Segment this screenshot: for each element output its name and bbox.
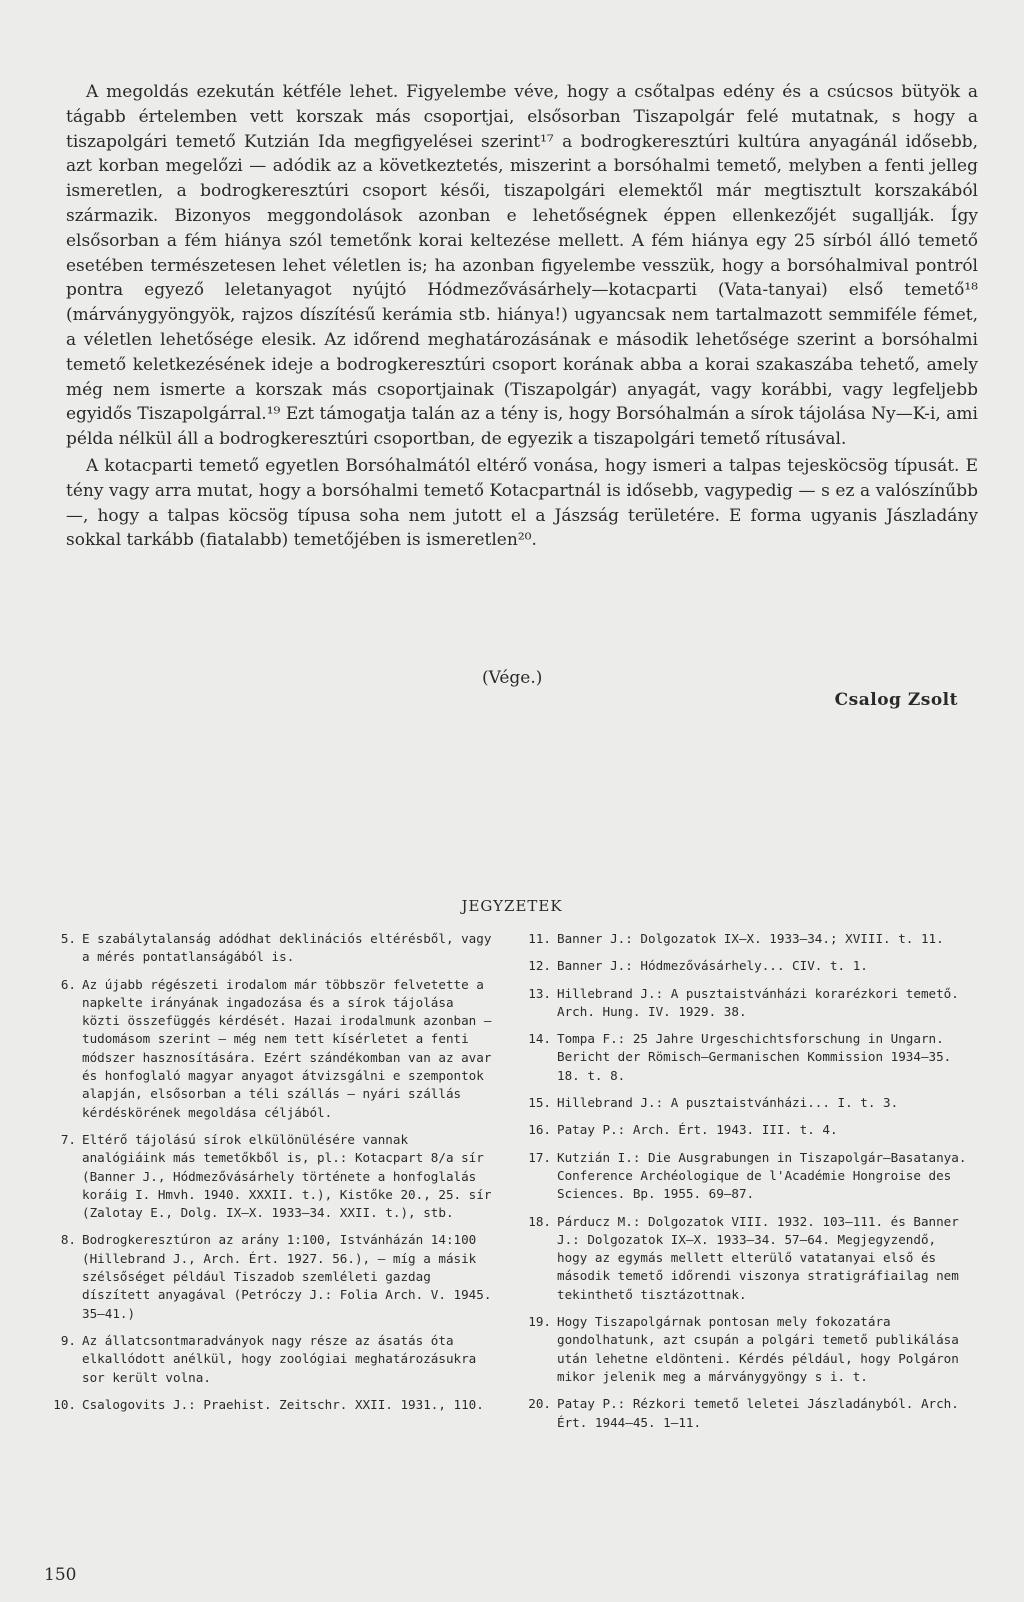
paragraph: A kotacparti temető egyetlen Borsóhalmától eltérő vonása, hogy ismeri a talpas tejesköcsög típusát. E tény vagy arra mutat, hogy a borsóhalmi temető Kotacpartnál is idősebb, vagypedig — s ez a valószínűbb —, hogy a talpas köcsög típusa soha nem jutott el a Jászság területére. E forma ugyanis Jászladány sokkal tarkább (fiatalabb) temetőjében is ismeretlen²⁰. [66, 455, 978, 551]
footnote-text: Hillebrand J.: A pusztaistvánházi... I. t. 3. [557, 1095, 899, 1111]
footnote-text: Az újabb régészeti irodalom már többször felvetette a napkelte irányának ingadozása és a sírok tájolása közti összefüggés kérdését. Hazai irodalmunk azonban — tudomásom szerint — még nem tett kísérletet a fenti módszer hasznosítására. Ezért szándékomban van az avar és honfoglaló magyar anyagot átvizsgálni e szempontok alapján, elsősorban a téli szállás — nyári szállás kérdéskörének megoldása céljából. [82, 976, 492, 1120]
footnote [525, 1149, 973, 1204]
footnote-number: 5. [60, 931, 76, 946]
article-body [66, 80, 978, 553]
footnote [525, 1213, 973, 1304]
footnote-number: 19. [528, 1314, 551, 1330]
footnote-text: Patay P.: Rézkori temető leletei Jászladányból. Arch. Ért. 1944—45. 1—11. [557, 1396, 959, 1430]
footnote-number: 16. [528, 1122, 551, 1138]
author-signature: Csalog Zsolt [834, 690, 958, 710]
footnote-number: 13. [528, 985, 551, 1001]
footnote [50, 1332, 498, 1387]
footnote-text: Csalogovits J.: Praehist. Zeitschr. XXII. 1931., 110. [82, 1396, 484, 1412]
notes-column-right [525, 930, 973, 1441]
footnote-text: Párducz M.: Dolgozatok VIII. 1932. 103—111. és Banner J.: Dolgozatok IX—X. 1933—34. 57—64. Megjegyzendő, hogy az egymás mellett elterülő vatatanyai első és második temető időrendi viszonya stratigráfiailag nem tekinthető tisztázottnak. [557, 1213, 959, 1302]
footnote [525, 1030, 973, 1085]
footnote-number: 17. [528, 1149, 551, 1165]
footnote-number: 7. [60, 1131, 76, 1147]
footnote-number: 18. [528, 1213, 551, 1229]
footnote [50, 1231, 498, 1322]
footnote [50, 930, 498, 967]
footnote-text: Eltérő tájolású sírok elkülönülésére vannak analógiáink más temetőkből is, pl.: Kotacpart 8/a sír (Banner J., Hódmezővásárhely története a honfoglalás koráig I. Hmvh. 1940. XXXII. t.), Kistőke 20., 25. sír (Zalotay E., Dolg. IX—X. 1933—34. XXII. t.), stb. [82, 1131, 492, 1221]
footnote-number: 20. [528, 1396, 551, 1412]
footnote-number: 6. [60, 976, 76, 992]
footnote-text: Kutzián I.: Die Ausgrabungen in Tiszapolgár—Basatanya. Conference Archéologique de l'Académie Hongroise des Sciences. Bp. 1955. 69—87. [557, 1149, 967, 1202]
footnote-text: Tompa F.: 25 Jahre Urgeschichtsforschung in Ungarn. Bericht der Römisch—Germanischen Kommission 1934—35. 18. t. 8. [557, 1031, 952, 1083]
footnote-number: 12. [528, 958, 551, 974]
footnote-text: Patay P.: Arch. Ért. 1943. III. t. 4. [557, 1122, 838, 1138]
footnote-text: E szabálytalanság adódhat deklinációs eltérésből, vagy a mérés pontatlanságából is. [82, 931, 492, 965]
footnote [525, 1094, 973, 1112]
footnote [525, 985, 973, 1022]
footnote-number: 10. [53, 1396, 76, 1412]
footnote-text: Banner J.: Dolgozatok IX—X. 1933—34.; XVIII. t. 11. [557, 931, 944, 946]
footnote [525, 1395, 973, 1432]
footnote-text: Az állatcsontmaradványok nagy része az ásatás óta elkallódott anélkül, hogy zoológiai meghatározásukra sor került volna. [82, 1332, 477, 1385]
footnote-number: 9. [60, 1332, 76, 1348]
notes-heading: JEGYZETEK [461, 897, 563, 915]
footnote-text: Banner J.: Hódmezővásárhely... CIV. t. 1. [557, 958, 868, 974]
footnote-text: Hillebrand J.: A pusztaistvánházi korarézkori temető. Arch. Hung. IV. 1929. 38. [557, 985, 959, 1019]
footnote [525, 957, 973, 975]
footnote [50, 976, 498, 1122]
footnote-number: 11. [528, 931, 551, 946]
footnote [50, 1131, 498, 1222]
footnote-text: Bodrogkeresztúron az arány 1:100, Istvánházán 14:100 (Hillebrand J., Arch. Ért. 1927. 56.), — míg a másik szélsőséget például Tiszadob szemléleti gazdag díszített anyagával (Petróczy J.: Folia Arch. V. 1945. 35—41.) [82, 1232, 492, 1321]
notes-column-left [50, 930, 498, 1423]
footnote [525, 930, 973, 948]
footnote [50, 1396, 498, 1414]
footnote [525, 1313, 973, 1386]
footnote [525, 1121, 973, 1139]
paragraph: A megoldás ezekután kétféle lehet. Figyelembe véve, hogy a csőtalpas edény és a csúcsos bütyök a tágabb értelemben vett korszak más csoportjai, elsősorban Tiszapolgár felé mutatnak, s hogy a tiszapolgári temető Kutzián Ida megfigyelései szerint¹⁷ a bodrogkeresztúri kultúra anyagánál idősebb, azt korban megelőzi — adódik az a következtetés, miszerint a borsóhalmi temető, melyben a fenti jelleg ismeretlen, a bodrogkeresztúri csoport késői, tiszapolgári elemektől már megtisztult korszakából származik. Bizonyos meggondolások azonban e lehetőségnek éppen ellenkezőjét sugallják. Így elsősorban a fém hiánya szól temetőnk korai keltezése mellett. A fém hiánya egy 25 sírból álló temető esetében természetesen lehet véletlen is; ha azonban figyelembe vesszük, hogy a borsóhalmival pontról pontra egyező leletanyagot nyújtó Hódmezővásárhely—kotacparti (Vata-tanyai) első temető¹⁸ (márványgyöngyök, rajzos díszítésű kerámia stb. hiánya!) ugyancsak nem tartalmazott semmiféle fémet, a véletlen lehetősége elesik. Az időrend meghatározásának e második lehetősége szerint a borsóhalmi temető keletkezésének ideje a bodrogkeresztúri csoport korának abba a korai szakaszába tehető, amely még nem ismerte a korszak más csoportjainak (Tiszapolgár) anyagát, vagy korábbi, vagy legfeljebb egyidős Tiszapolgárral.¹⁹ Ezt támogatja talán az a tény is, hogy Borsóhalmán a sírok tájolása Ny—K-i, ami példa nélkül áll a bodrogkeresztúri csoportban, de egyezik a tiszapolgári temető rítusával. [66, 82, 978, 450]
article-ending [66, 668, 978, 718]
page-number: 150 [44, 1565, 77, 1585]
footnote-number: 15. [528, 1095, 551, 1111]
footnote-number: 14. [528, 1031, 551, 1047]
footnote-text: Hogy Tiszapolgárnak pontosan mely fokozatára gondolhatunk, azt csupán a polgári temető publikálása után lehetne eldönteni. Kérdés például, hogy Polgáron mikor jelenik meg a márványgyöngy s i. t. [557, 1314, 959, 1384]
footnote-number: 8. [60, 1232, 76, 1248]
end-marker: (Vége.) [482, 668, 543, 688]
